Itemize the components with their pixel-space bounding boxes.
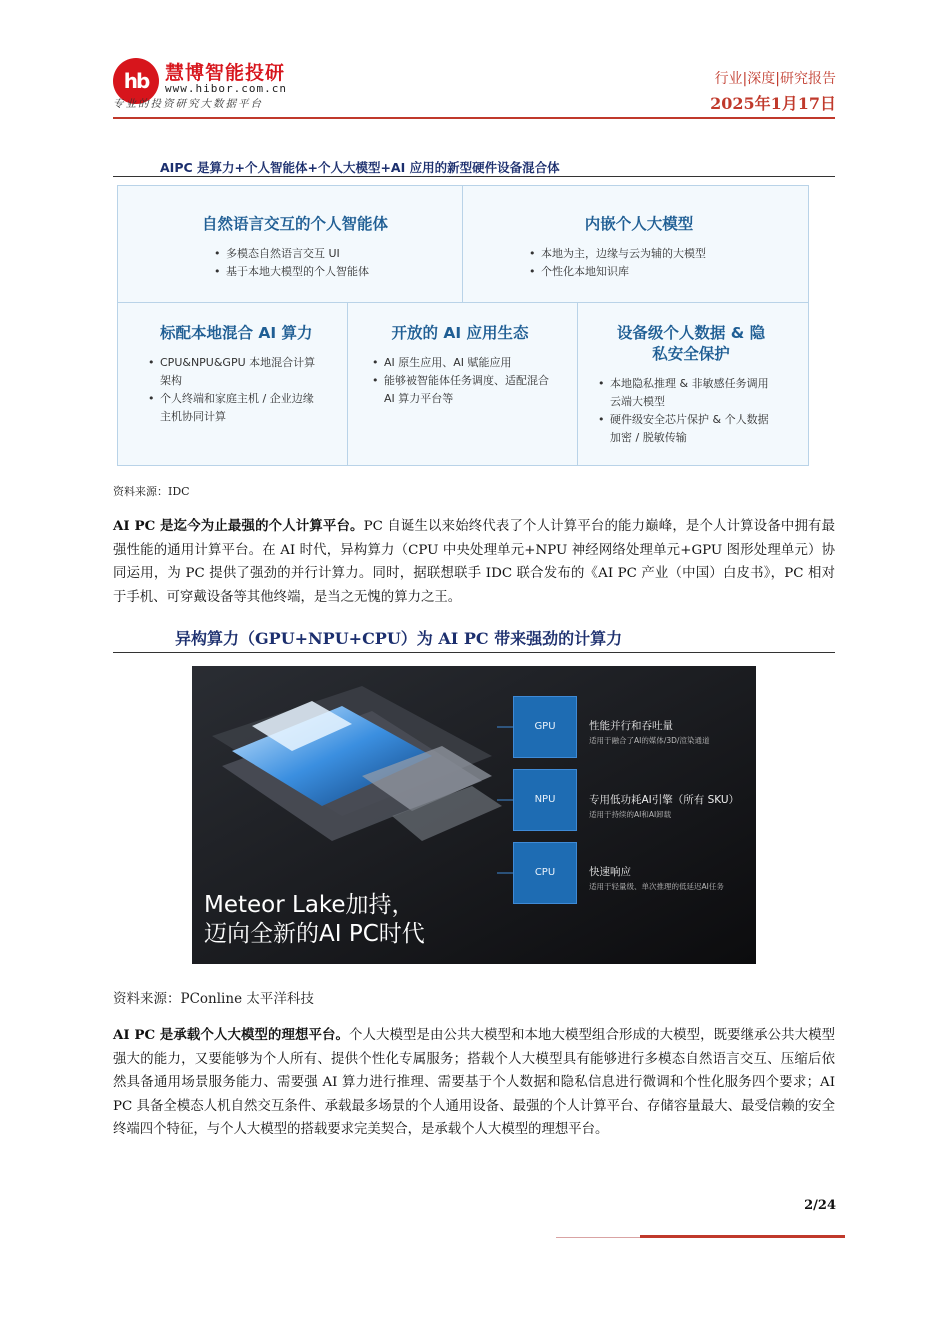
cpu-description	[589, 864, 724, 892]
npu-block: NPU	[513, 769, 577, 831]
overlay-line-1: Meteor Lake加持，	[204, 892, 415, 918]
cpu-block: CPU	[513, 842, 577, 904]
feature-title: 设备级个人数据 & 隐私安全保护	[616, 324, 766, 363]
block-heading: 性能并行和吞吐量	[589, 720, 673, 732]
gpu-block: GPU	[513, 696, 577, 758]
report-meta	[710, 68, 836, 114]
paragraph-body: 个人大模型是由公共大模型和本地大模型组合形成的大模型，既要继承公共大模型强大的能力，又要能够为个人所有、提供个性化专属服务；搭载个人大模型具有能够进行多模态自然语言交互、压缩后依然具备通用场景服务能力、需要强 AI 算力进行推理、需要基于个人数据和隐私信息进行微调和个性化服务四个要求；AI PC 具备全模态人机自然交互条件、承载最多场景的个人通用设备、最强的个人计算平台、存储容量最大、最受信赖的安全终端四个特征，与个人大模型的搭载要求完美契合，是承载个人大模型的理想平台。	[113, 1028, 836, 1138]
page-number: 2/24	[804, 1198, 836, 1213]
feature-cell-model	[463, 186, 809, 303]
report-date: 2025年1月17日	[710, 94, 836, 113]
logo-mark-icon: hb	[113, 58, 159, 104]
block-subtext: 适用于融合了AI的媒体/3D/渲染通道	[589, 736, 710, 745]
meteor-lake-image	[192, 666, 756, 964]
feature-item: • 硬件级安全芯片保护 & 个人数据加密 / 脱敏传输	[598, 411, 778, 447]
feature-item: • 个人终端和家庭主机 / 企业边缘主机协同计算	[148, 390, 324, 426]
feature-item: • 能够被智能体任务调度、适配混合 AI 算力平台等	[372, 372, 552, 408]
block-subtext: 适用于持续的AI和AI卸载	[589, 810, 672, 819]
logo-slogan: 专业的投资研究大数据平台	[113, 98, 263, 110]
figure1-divider	[113, 176, 835, 177]
feature-cell-agent	[118, 186, 463, 303]
footer-divider-light	[556, 1237, 640, 1238]
figure2-divider	[113, 652, 835, 653]
logo-name: 慧博智能投研	[165, 62, 286, 84]
feature-title: 开放的 AI 应用生态	[391, 324, 529, 342]
figure1-source: 资料来源：IDC	[113, 485, 190, 498]
meteor-lake-overlay	[204, 891, 425, 949]
feature-item: • 个性化本地知识库	[529, 263, 809, 281]
block-heading: 快速响应	[589, 866, 631, 878]
figure1-title: AIPC 是算力+个人智能体+个人大模型+AI 应用的新型硬件设备混合体	[160, 160, 560, 175]
feature-item: • 基于本地大模型的个人智能体	[214, 263, 462, 281]
logo-url: www.hibor.com.cn	[165, 82, 287, 95]
feature-item: • 本地隐私推理 & 非敏感任务调用云端大模型	[598, 375, 778, 411]
header-divider	[113, 117, 835, 119]
report-category: 行业|深度|研究报告	[714, 71, 836, 87]
paragraph-compute-platform	[113, 515, 835, 609]
overlay-line-2: 迈向全新的AI PC时代	[204, 921, 425, 947]
hibor-logo[interactable]	[113, 56, 313, 112]
feature-item: • 本地为主，边缘与云为辅的大模型	[529, 245, 809, 263]
feature-item: • CPU&NPU&GPU 本地混合计算架构	[148, 354, 318, 390]
figure2-title: 异构算力（GPU+NPU+CPU）为 AI PC 带来强劲的计算力	[175, 629, 623, 648]
gpu-description	[589, 718, 709, 746]
paragraph-lead: AI PC 是承载个人大模型的理想平台。	[113, 1027, 349, 1043]
paragraph-lead: AI PC 是迄今为止最强的个人计算平台。	[113, 518, 364, 534]
footer-divider-accent	[640, 1235, 845, 1238]
npu-description	[589, 792, 739, 820]
feature-item: • AI 原生应用、AI 赋能应用	[372, 354, 552, 372]
aipc-feature-grid	[117, 185, 809, 466]
feature-cell-ecosystem	[348, 303, 578, 466]
block-subtext: 适用于轻量级、单次推理的低延迟AI任务	[589, 882, 724, 891]
feature-title: 内嵌个人大模型	[584, 215, 694, 233]
feature-title: 标配本地混合 AI 算力	[160, 324, 313, 342]
figure2-source: 资料来源：PConline 太平洋科技	[113, 991, 314, 1007]
feature-cell-privacy	[578, 303, 809, 466]
feature-item: • 多模态自然语言交互 UI	[214, 245, 462, 263]
paragraph-personal-model	[113, 1024, 835, 1142]
feature-title: 自然语言交互的个人智能体	[202, 215, 389, 233]
paragraph-body: PC 自诞生以来始终代表了个人计算平台的能力巅峰，是个人计算设备中拥有最强性能的通用计算平台。在 AI 时代，异构算力（CPU 中央处理单元+NPU 神经网络处理单元+GPU 图形处理单元）协同运用，为 PC 提供了强劲的并行计算力。同时，据联想联手 IDC 联合发布的《AI PC 产业（中国）白皮书》，PC 相对于手机、可穿戴设备等其他终端，是当之无愧的算力之王。	[113, 519, 836, 605]
block-heading: 专用低功耗AI引擎（所有 SKU）	[589, 794, 740, 806]
feature-cell-compute	[118, 303, 348, 466]
